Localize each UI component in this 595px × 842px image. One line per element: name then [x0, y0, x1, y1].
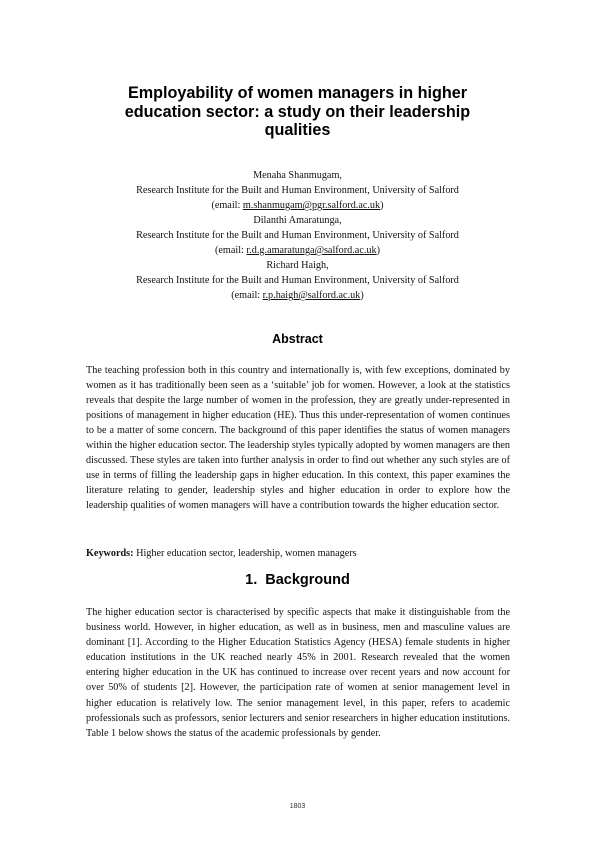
- section-body: The higher education sector is characterised by specific aspects that make it distinguishable from the business world. However, in higher education, as well as in business, men and masculine values are dominant [1]. According to the Higher Education Statistics Agency (HESA) female students in higher education institutions in the UK reached nearly 45% in 2001. Research revealed that the women entering higher education in the UK has continued to increase over recent years and now account for over 50% of students [2]. However, the participation rate of women at senior management level in higher education is relatively low. The senior management level, in this paper, refers to academic professionals such as professors, senior lecturers and senior researchers in higher education institutions. Table 1 below shows the status of the academic professionals by gender.: [86, 607, 510, 739]
- author-name: Dilanthi Amaratunga,: [253, 215, 342, 226]
- paper-title: Employability of women managers in higher education sector: a study on their leadership qualities: [124, 84, 471, 139]
- author-name: Menaha Shanmugam,: [253, 170, 342, 181]
- author-email-line: [80, 198, 515, 213]
- author-email-link[interactable]: r.d.g.amaratunga@salford.ac.uk: [246, 245, 377, 256]
- keywords-label: Keywords:: [86, 548, 134, 559]
- author-email-link[interactable]: m.shanmugam@pgr.salford.ac.uk: [242, 200, 381, 211]
- author-affiliation: Research Institute for the Built and Human Environment, University of Salford: [136, 185, 459, 196]
- author-affiliation: Research Institute for the Built and Human Environment, University of Salford: [136, 230, 459, 241]
- keywords-text: Higher education sector, leadership, women managers: [133, 548, 357, 559]
- email-prefix: (email:: [231, 290, 263, 301]
- email-suffix: ): [376, 245, 380, 256]
- section-number: 1.: [245, 572, 258, 588]
- section-heading: [0, 572, 595, 588]
- email-prefix: (email:: [211, 200, 243, 211]
- keywords-line: [86, 546, 510, 561]
- page-number: 1803: [289, 803, 306, 810]
- author-email-link[interactable]: r.p.haigh@salford.ac.uk: [262, 290, 361, 301]
- author-name: Richard Haigh,: [266, 260, 329, 271]
- email-suffix: ): [380, 200, 384, 211]
- abstract-heading: Abstract: [272, 332, 323, 346]
- email-prefix: (email:: [215, 245, 247, 256]
- abstract-body: The teaching profession both in this country and internationally is, with few exceptions, dominated by women as it has traditionally been seen as a ‘suitable’ job for women. However, a look at the statistics reveals that despite the large number of women in the profession, they are greatly under-represented in positions of management in higher education (HE). Thus this under-representation of women continues to be a matter of some concern. The background of this paper identifies the status of women managers within the higher education sector. The leadership styles typically adopted by women managers are then discussed. These styles are taken into further analysis in order to find out whether any such styles are of use in terms of filling the leadership gaps in higher education. In this context, this paper examines the literature relating to gender, leadership styles and higher education in order to explore how the leadership qualities of women managers will have a contribution towards the higher education sector.: [86, 365, 510, 512]
- section-title: Background: [265, 572, 350, 588]
- author-block: [80, 168, 515, 303]
- author-email-line: [80, 243, 515, 258]
- author-affiliation: Research Institute for the Built and Human Environment, University of Salford: [136, 275, 459, 286]
- author-email-line: [80, 288, 515, 303]
- email-suffix: ): [360, 290, 364, 301]
